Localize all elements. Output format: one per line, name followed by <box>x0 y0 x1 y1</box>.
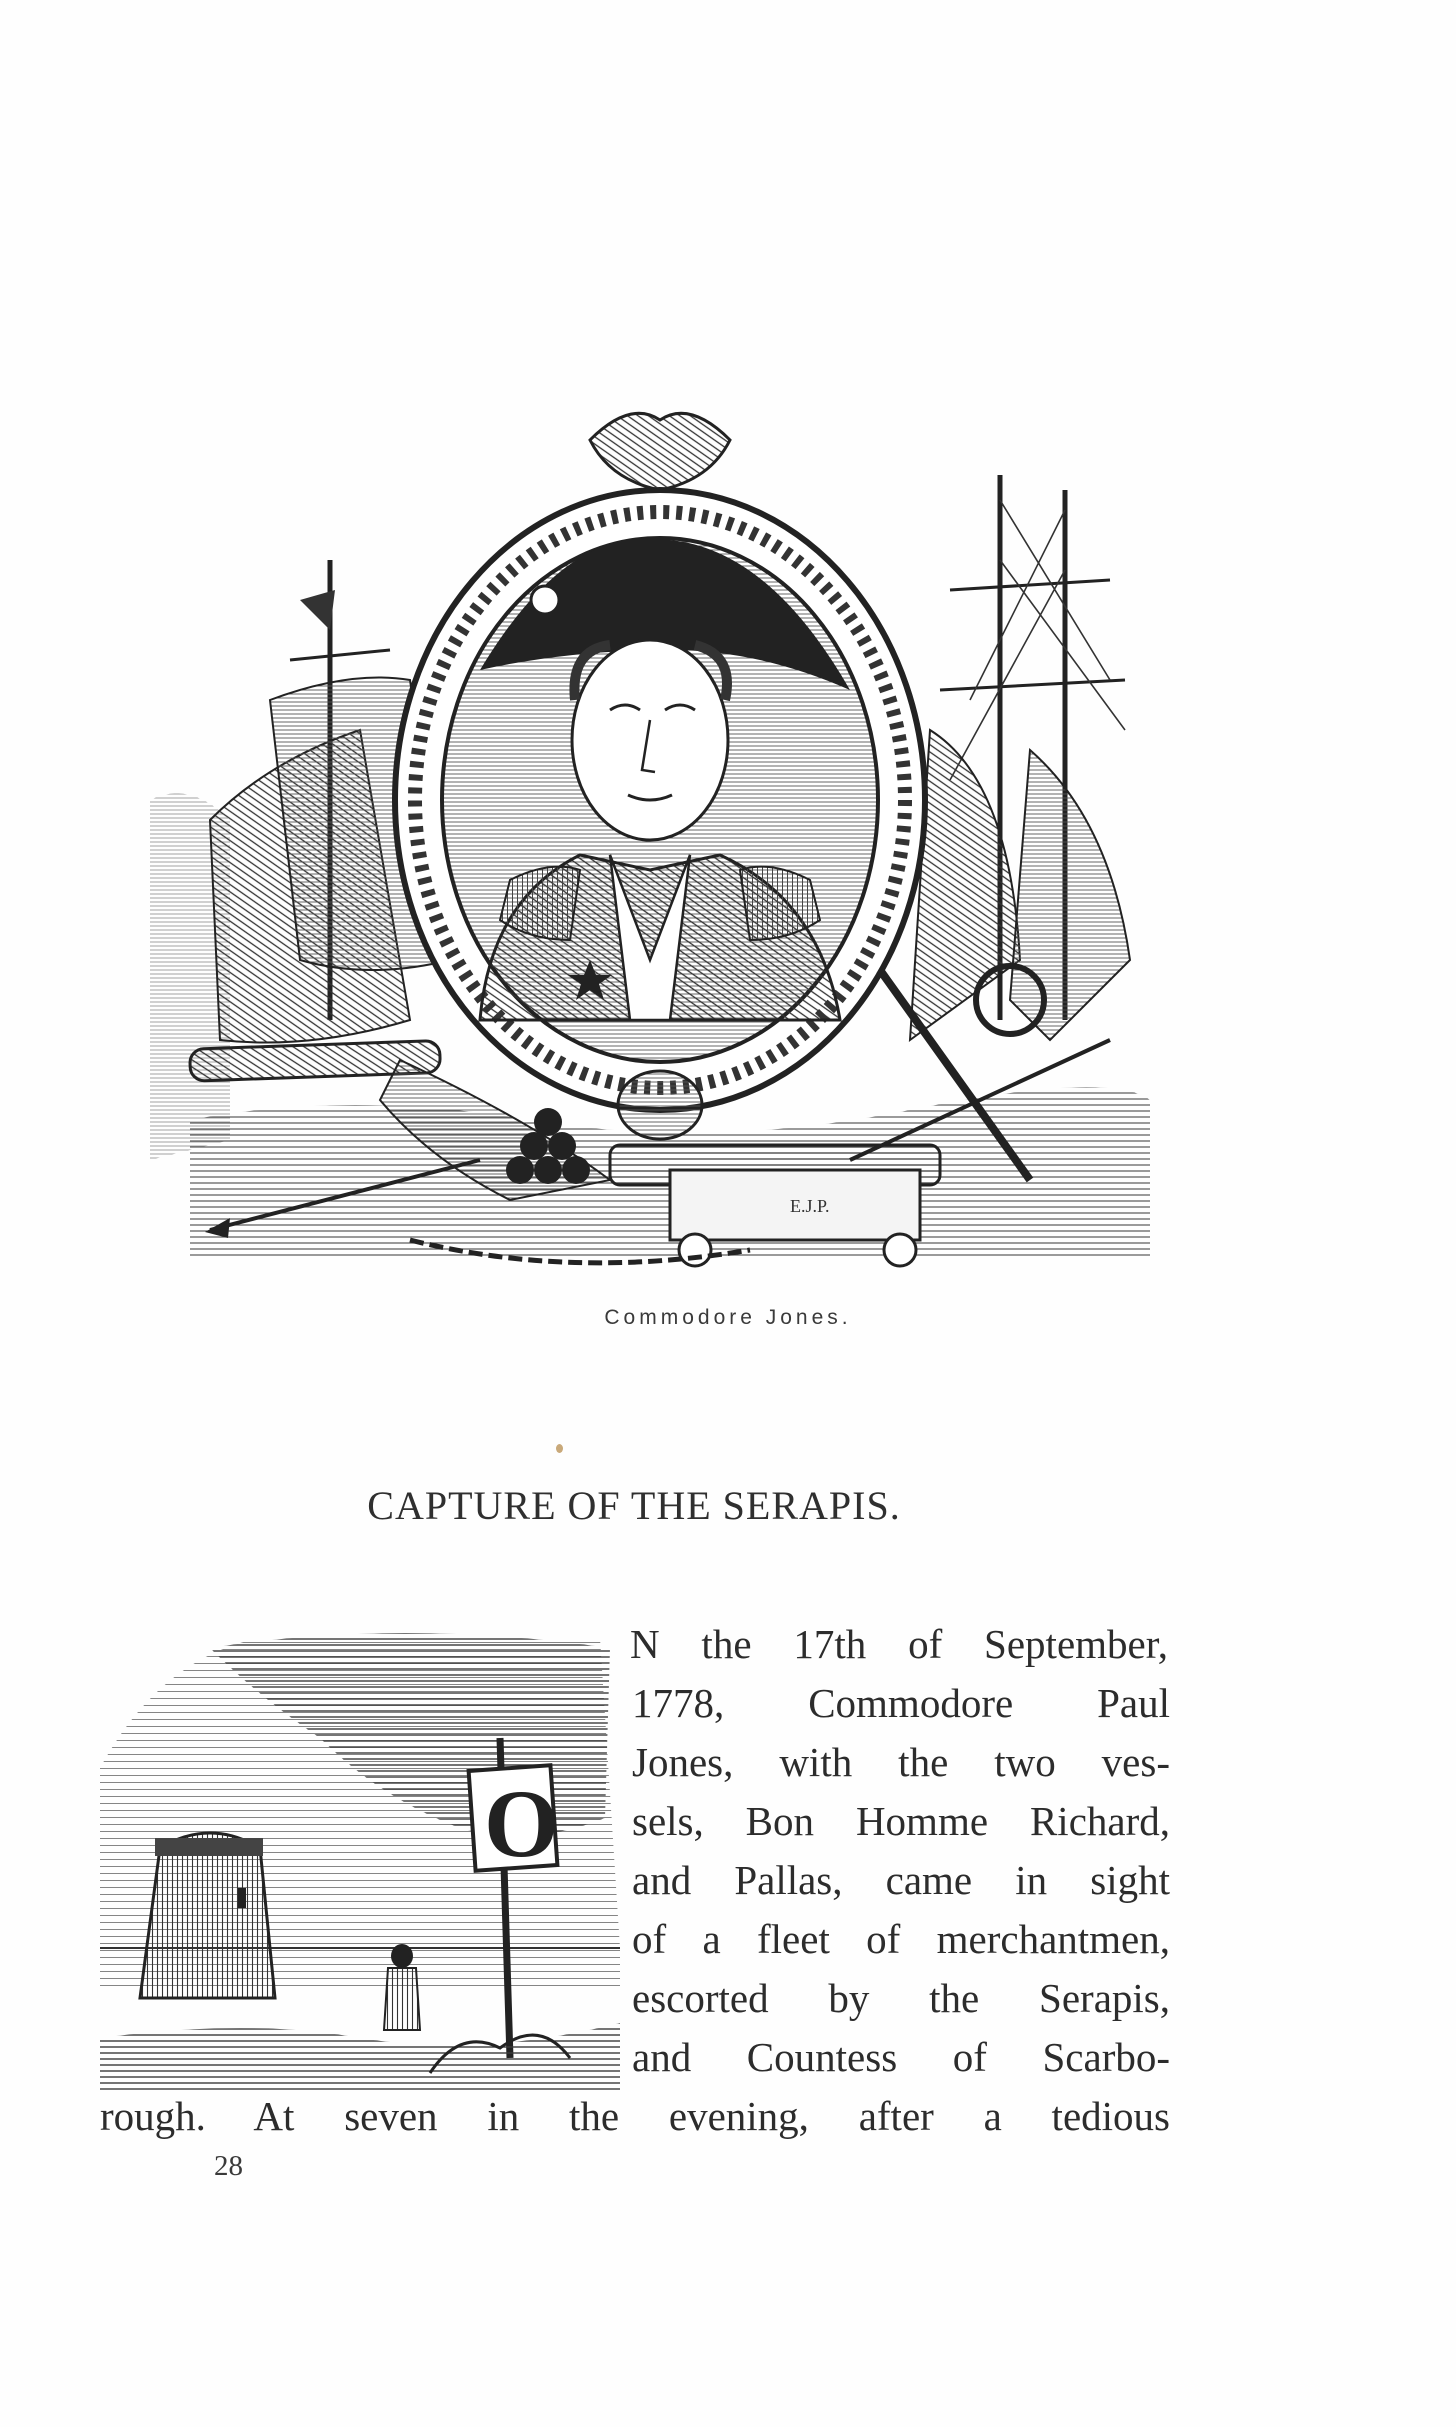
body-line-8: and Countess of Scarbo- <box>632 2034 1170 2080</box>
body-line-4: sels, Bon Homme Richard, <box>632 1798 1170 1844</box>
page-number: 28 <box>214 2150 243 2182</box>
chapter-title: CAPTURE OF THE SERAPIS. <box>367 1483 901 1528</box>
body-line-9: rough. At seven in the evening, after a tedious <box>100 2093 1170 2139</box>
cannon-marking: E.J.P. <box>790 1196 830 1216</box>
initial-letter-engraving <box>100 1618 620 2094</box>
body-line-5: and Pallas, came in sight <box>632 1857 1170 1903</box>
commodore-portrait-engraving <box>150 400 1160 1280</box>
paper-stain <box>556 1444 563 1453</box>
initial-letter: O <box>484 1770 559 1877</box>
body-line-6: of a fleet of merchantmen, <box>632 1916 1170 1962</box>
body-line-7: escorted by the Serapis, <box>632 1975 1170 2021</box>
body-line-3: Jones, with the two ves- <box>632 1739 1170 1785</box>
illustration-caption: Commodore Jones. <box>604 1306 852 1329</box>
body-line-1: N the 17th of September, <box>630 1621 1168 1667</box>
body-line-2: 1778, Commodore Paul <box>632 1680 1170 1726</box>
